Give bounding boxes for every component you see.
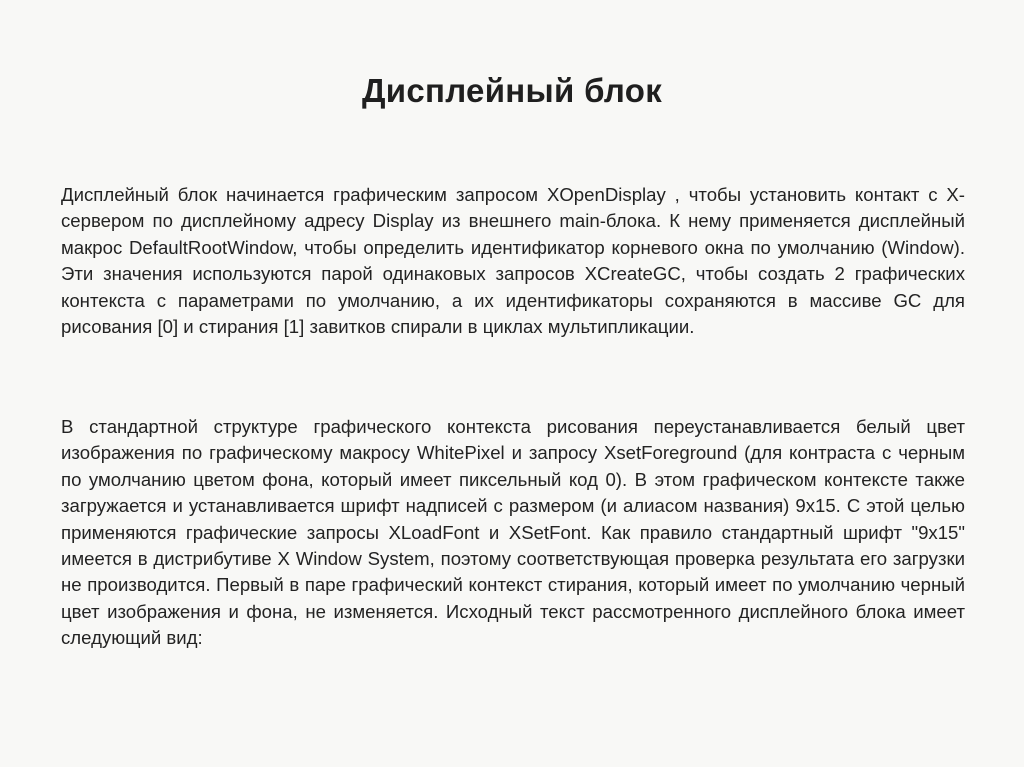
paragraph-display-block-intro: Дисплейный блок начинается графическим запросом XOpenDisplay , чтобы установить контакт с X-сервером по дисплейному адресу Display из внешнего main-блока. К нему применяется дисплейный макрос DefaultRootWindow, чтобы определить идентификатор корневого окна по умолчанию (Window). Эти значения используются парой одинаковых запросов XCreateGC, чтобы создать 2 графических контекста с параметрами по умолчанию, а их идентификаторы сохраняются в массиве GC для рисования [0] и стирания [1] завитков спирали в циклах мультипликации. [61,184,965,338]
paragraph-graphics-context: В стандартной структуре графического контекста рисования переустанавливается белый цвет изображения по графическому макросу WhitePixel и запросу XsetForeground (для контраста с черным по умолчанию цветом фона, который имеет пиксельный код 0). В этом графическом контексте также загружается и устанавливается шрифт надписей с размером (и алиасом названия) 9x15. С этой целью применяются графические запросы XLoadFont и XSetFont. Как правило стандартный шрифт "9x15" имеется в дистрибутиве X Window System, поэтому соответствующая проверка результата его загрузки не производится. Первый в паре графический контекст стирания, который имеет по умолчанию черный цвет изображения и фона, не изменяется. Исходный текст рассмотренного дисплейного блока имеет следующий вид: [61,416,965,649]
slide-title: Дисплейный блок [361,72,663,109]
